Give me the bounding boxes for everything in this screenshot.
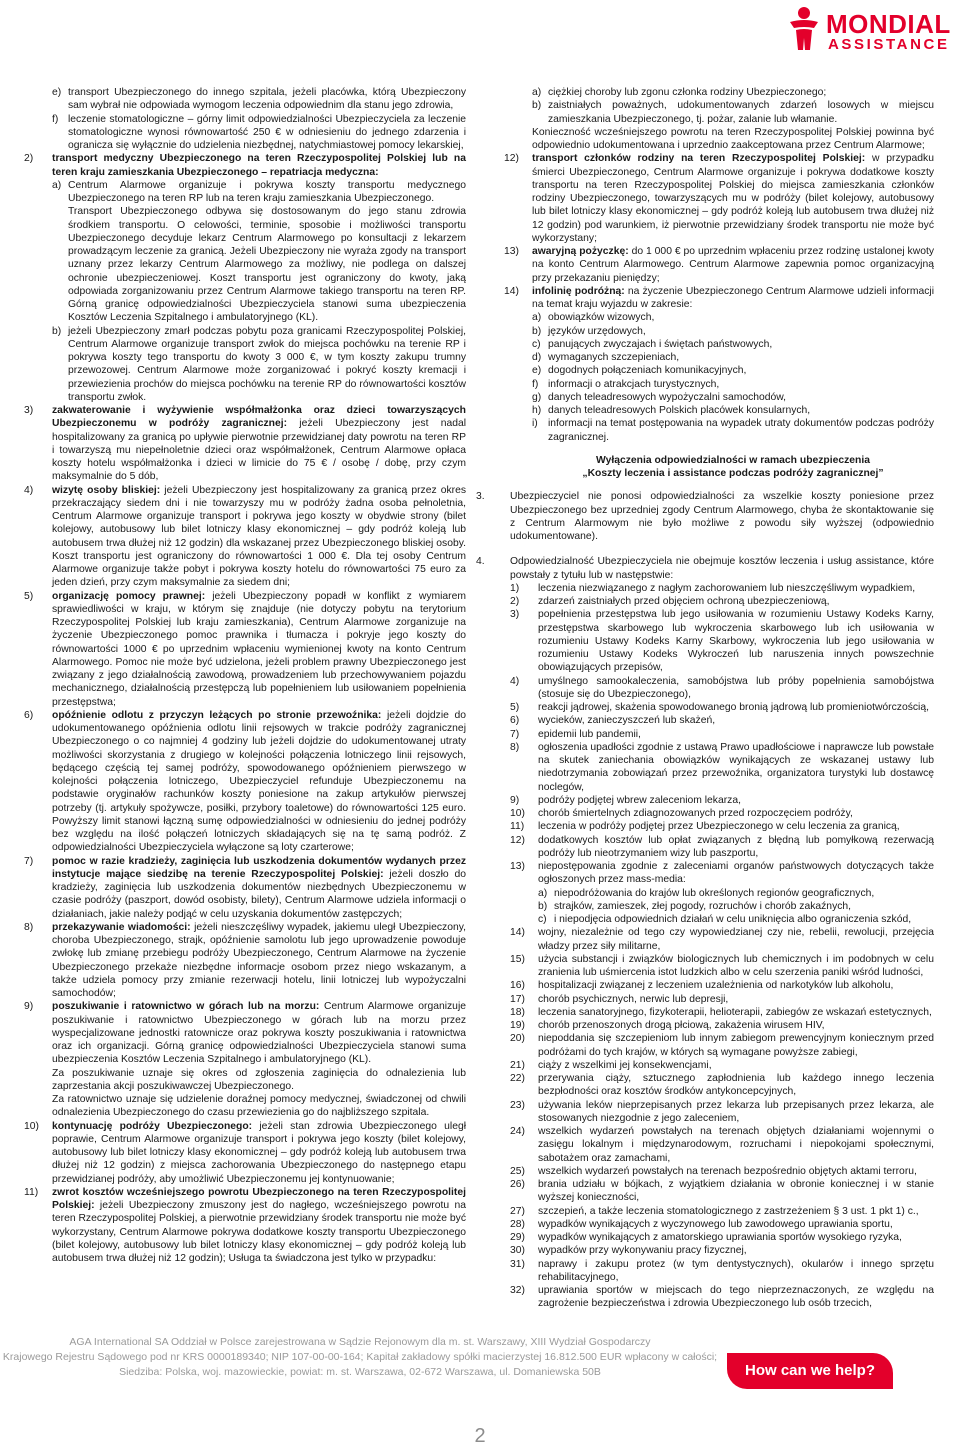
list-item: g) danych teleadresowych wypożyczalni samochodów, (532, 391, 787, 403)
list-item: b) jeżeli Ubezpieczony zmarł podczas pobytu poza granicami Rzeczypospolitej Polskiej, Centrum Alarmowe organizuje transport zwłok do miejsca pochówku na terenie RP i pokrywa koszty tego transportu do kwoty 3 000 €, w tym koszty zakupu trumny przewozowej. Centrum Alarmowe może zorganizować i pokryć koszty kremacji i przewiezienia prochów do miejsca pochówku na terenie RP do równowartości kosztów transportu zwłok. (52, 325, 466, 403)
list-item: f) informacji o atrakcjach turystycznych, (532, 378, 720, 390)
exclusion-item: 21) ciąży z wszelkimi jej konsekwencjami, (510, 1059, 712, 1071)
list-item: d) wymaganych szczepieniach, (532, 352, 680, 363)
footer (0, 1335, 720, 1380)
exclusion-item: 18) leczenia sanatoryjnego, fizykoterapii, helioterapii, zabiegów ze wskazań estetycznych, (510, 1006, 932, 1018)
list-item: a) niepodróżowania do krajów lub określonych regionów geograficznych, (538, 887, 875, 899)
exclusion-item: 22) przerywania ciąży, sztucznego zapłodnienia lub każdego innego leczenia bezpłodności oraz kosztów środków antykoncepcyjnych, (510, 1073, 934, 1098)
list-item: h) danych teleadresowych Polskich placówek konsularnych, (532, 405, 811, 416)
person-figure-icon (786, 6, 822, 52)
exclusion-item: 15) użycia substancji i związków biologicznych lub chemicznych i im podobnych w celu zranienia lub uśmiercenia istot ludzkich albo w celu szerzenia paniki wśród ludności, (510, 953, 934, 978)
list-item: a) obowiązków wizowych, (532, 312, 655, 324)
exclusion-item: 26) brania udziału w bójkach, z wyjątkiem działania w obronie koniecznej i w stanie wyższej konieczności, (510, 1179, 934, 1204)
exclusion-item: 10) chorób śmiertelnych zdiagnozowanych przed rozpoczęciem podróży, (510, 808, 853, 819)
exclusion-item: 25) wszelkich wydarzeń powstałych na terenach bezpośrednio objętych aktami terroru, (510, 1165, 917, 1177)
section-item-2: 2) transport medyczny Ubezpieczonego na teren Rzeczypospolitej Polskiej lub na teren kraju zamieszkania Ubezpieczonego – repatriacja medyczna: a) Centrum Alarmowe organizuje i pokrywa koszty transportu medycznego Ubezpieczonego na teren RP lub na teren kraju zamieszkania Ubezpieczonego. Transport Ubezpieczonego odbywa się dostosowanym do jego stanu zdrowia środkiem transportu. O celowości, terminie, sposobie i możliwości transportu Ubezpieczonego decyduje lekarz Centrum Alarmowego po konsultacji z lekarzem prowadzącym leczenie za granicą. Jeżeli Ubezpieczony nie wyraża zgody na transport uznany przez lekarzy Centrum Alarmowego za możliwy, nie podlega on dalszej ochronie ubezpieczeniowej. Koszt transportu jest ograniczony do kwoty, jaką odpowiada zorganizowaniu przez Centrum Alarmowe takiego transportu na teren RP. Górną granicę odpowiedzialności Ubezpieczyciela stanowi suma ubezpieczenia Kosztów Leczenia Szpitalnego i ambulatoryjnego (KL). b) jeżeli Ubezpieczony zmarł podczas pobytu poza granicami Rzeczypospolitej Polskiej, Centrum Alarmowe organizuje transport zwłok do miejsca pochówku na terenie RP i pokrywa koszty tego transportu do kwoty 3 000 €, w tym koszty zakupu trumny przewozowej. Centrum Alarmowe może zorganizować i pokryć koszty kremacji i przewiezienia prochów do miejsca pochówku na terenie RP do równowartości kosztów transportu zwłok. (24, 153, 466, 403)
section-item: 6) opóźnienie odlotu z przyczyn leżących po stronie przewoźnika: jeżeli dojdzie do udokumentowanego opóźnienia odlotu linii rejsowych w trakcie podróży zagranicznej Ubezpieczonego o co najmniej 4 godziny lub jeżeli dojdzie do udokumentowanej utraty możliwości skorzystania z drugiego w kolejności połączenia lotniczego linii rejsowych, będącego częścią tej samej podróży, spowodowanego opóźnieniem pierwszego w kolejności połączenia lotniczego, Ubezpieczyciel refunduje Ubezpieczonemu na podstawie oryginałów rachunków koszty poniesione na zakup artykułów pierwszej potrzeby (tj. artykuły spożywcze, posiłki, przybory toaletowe) do równowartości 125 euro. Powyższy limit stanowi łączną sumę odpowiedzialności w odniesieniu do jednej podróży bez względu na ilość połączeń lotniczych składających się na tę samą podróż. Z odpowiedzialności Ubezpieczyciela wyłączone są loty czarterowe; (24, 709, 466, 854)
footer-line-1: AGA International SA Oddział w Polsce zarejestrowana w Sądzie Rejonowym dla m. st. Warszawy, XIII Wydział Gospodarczy (69, 1336, 651, 1348)
exclusion-item: 5) reakcji jądrowej, skażenia spowodowanego bronią jądrową lub promieniotwórczością, (510, 702, 929, 713)
list-item: e) dogodnych połączeniach komunikacyjnych, (532, 365, 747, 377)
list-item: a) ciężkiej choroby lub zgonu członka rodziny Ubezpieczonego; b) zaistniałych poważnych, udokumentowanych zdarzeń losowych w miejscu zamieszkania Ubezpieczonego, tj. pożar, zalanie lub włamanie. Konieczność wcześniejszego powrotu na teren Rzeczypospolitej Polskiej powinna być odpowiednio udokumentowana i uprzednio zaakceptowana przez Centrum Alarmowe; (532, 87, 934, 151)
exclusion-item: 29) wypadków wynikających z amatorskiego uprawiania sportów wysokiego ryzyka, (510, 1232, 902, 1243)
exclusion-item: 17) chorób psychicznych, nerwic lub depresji, (510, 993, 729, 1005)
exclusion-item: 7) epidemii lub pandemii, (510, 728, 641, 740)
section-item: 3) zakwaterowanie i wyżywienie współmałżonka oraz dzieci towarzyszących Ubezpieczonemu w podróży zagranicznej: jeżeli Ubezpieczony jest nadal hospitalizowany za granicą po upływie pierwotnie przewidzianej daty powrotu na teren RP i towarzyszą mu niepełnoletnie dzieci oraz współmałżonek, Centrum Alarmowe opłaca koszty hotelu współmałżonka i dzieci w limicie do 75 € / osobę / dobę, przy czym maksymalnie do 5 dób, (24, 405, 466, 483)
exclusion-item: 30) wypadków przy wykonywaniu pracy fizycznej, (510, 1245, 747, 1257)
exclusion-item: 13) niepostępowania zgodnie z zaleceniami organów państwowych dotyczących także ogłoszonych przez mass-media: a) niepodróżowania do krajów lub określonych regionów geograficznych, b) strajków, zamieszek, złej pogody, rozruchów i chorób zakaźnych, c) i niepodjęcia odpowiednich działań w celu uniknięcia albo ograniczenia szkód, (510, 861, 934, 925)
list-item: f) leczenie stomatologiczne – górny limit odpowiedzialności Ubezpieczyciela za leczenie stomatologiczne wynosi równowartość 250 € w odniesieniu do jednego zdarzenia i ogranicza się wyłącznie do udzielenia niezbędnej, natychmiastowej pomocy lekarskiej, (52, 113, 466, 151)
list-item: i) informacji na temat postępowania na wypadek utraty dokumentów podczas podróży zagranicznej. (532, 418, 934, 443)
footer-line-2: Krajowego Rejestru Sądowego pod nr KRS 0000189340; NIP 107-00-00-164; Kapitał zakładowy spółki macierzystej 16.812.500 EUR wpłacony w całości; (2, 1351, 718, 1363)
right-column (476, 86, 934, 1311)
how-can-we-help-button[interactable]: How can we help? (727, 1353, 893, 1389)
brand-name: MONDIAL (826, 9, 951, 39)
section-3: 3. Ubezpieczyciel nie ponosi odpowiedzialności za wszelkie koszty poniesione przez Ubezpieczonego bez uprzedniej zgody Centrum Alarmowego, chyba że skontaktowanie się z Centrum Alarmowym nie było możliwe z powodu siły wyższej (odpowiednio udokumentowane). (476, 491, 934, 542)
mondial-assistance-logo (786, 6, 956, 58)
list-item: a) Centrum Alarmowe organizuje i pokrywa koszty transportu medycznego Ubezpieczonego na teren RP lub na teren kraju zamieszkania Ubezpieczonego. Transport Ubezpieczonego odbywa się dostosowanym do jego stanu zdrowia środkiem transportu. O celowości, terminie, sposobie i możliwości transportu Ubezpieczonego decyduje lekarz Centrum Alarmowego po konsultacji z lekarzem prowadzącym leczenie za granicą. Jeżeli Ubezpieczony nie wyraża zgody na transport uznany przez lekarzy Centrum Alarmowego za możliwy, nie podlega on dalszej ochronie ubezpieczeniowej. Koszt transportu jest ograniczony do kwoty, jaką odpowiada zorganizowaniu przez Centrum Alarmowe takiego transportu na teren RP. Górną granicę odpowiedzialności Ubezpieczyciela stanowi suma ubezpieczenia Kosztów Leczenia Szpitalnego i ambulatoryjnego (KL). (52, 179, 466, 324)
section-item: 12) transport członków rodziny na teren Rzeczypospolitej Polskiej: w przypadku śmierci Ubezpieczonego, Centrum Alarmowe organizuje i pokrywa dodatkowe koszty transportu na teren Rzeczypospolitej Polskiej do miejsca zamieszkania członków rodziny Ubezpieczonego, towarzyszących mu w podróży (bilet kolejowy, autobusowy lub bilet lotniczy klasy ekonomicznej – gdy podróż koleją lub autobusem trwa dłużej niż 12 godzin) pod warunkiem, iż pierwotnie przewidziany środek transportu nie może być wykorzystany; (504, 153, 934, 244)
exclusion-item: 2) zdarzeń zaistniałych przed objęciem ochroną ubezpieczeniową, (510, 596, 830, 607)
exclusions-heading: Wyłączenia odpowiedzialności w ramach ubezpieczenia „Koszty leczenia i assistance podczas podróży zagranicznej” (582, 454, 884, 479)
exclusion-item: 23) używania leków nieprzepisanych przez lekarza lub przepisanych przez lekarza, ale stosowanych niezgodnie z jego zaleceniem, (510, 1099, 934, 1124)
section-item: 11) zwrot kosztów wcześniejszego powrotu Ubezpieczonego na teren Rzeczypospolitej Polskiej: jeżeli Ubezpieczony zmuszony jest do nagłego, wcześniejszego powrotu na teren Rzeczypospolitej Polskiej, a pierwotnie przewidziany środek transportu nie może być wykorzystany, Centrum Alarmowe pokrywa dodatkowe koszty transportu Ubezpieczonego (bilet kolejowy, autobusowy lub bilet lotniczy klasy ekonomicznej – gdy podróż koleją lub autobusem trwa dłużej niż 12 godzin); Usługa ta świadczona jest tylko w przypadku: (24, 1186, 466, 1264)
exclusion-item: 28) wypadków wynikających z wyczynowego lub zawodowego uprawiania sportu, (510, 1218, 893, 1230)
list-item: c) i niepodjęcia odpowiednich działań w celu uniknięcia albo ograniczenia szkód, (538, 914, 912, 925)
exclusion-item: 12) dodatkowych kosztów lub opłat związanych z błędną lub pomyłkową rezerwacją podróży lub nieotrzymaniem wizy lub paszportu, (510, 834, 934, 859)
exclusion-item: 20) niepoddania się szczepieniom lub innym zabiegom prewencyjnym koniecznym przed podróżami do tych krajów, w których są wymagane powyższe zabiegi, (510, 1033, 934, 1058)
brand-subtitle: ASSISTANCE (828, 36, 950, 53)
exclusion-item: 9) podróży podjętej wbrew zaleceniom lekarza, (510, 794, 741, 806)
section-4: 4. Odpowiedzialność Ubezpieczyciela nie obejmuje kosztów leczenia i usług assistance, które powstały z tytułu lub w następstwie: 1) leczenia niezwiązanego z nagłym zachorowaniem lub nieszczęśliwym wypadkiem, 2) zdarzeń zaistniałych przed objęciem ochroną ubezpieczeniową, 3) popełnienia przestępstwa lub jego usiłowania w rozumieniu Ustawy Kodeks Karny, przestępstwa skarbowego lub wykroczenia skarbowego lub ich usiłowania w rozumieniu Ustawy Kodeks Karny Skarbowy, wykroczenia lub jego usiłowania w rozumieniu Ustawy Kodeks Wykroczeń lub naruszenia innych powszechnie obowiązujących przepisów, 4) umyślnego samookaleczenia, samobójstwa lub próby popełnienia samobójstwa (stosuje się do Ubezpieczonego), 5) reakcji jądrowej, skażenia spowodowanego bronią jądrową lub promieniotwórczością, 6) wycieków, zanieczyszczeń lub skażeń, 7) epidemii lub pandemii, 8) ogłoszenia upadłości zgodnie z ustawą Prawo upadłościowe i naprawcze lub powstałe na skutek zaniechania obowiązków wynikających ze wskazanej ustawy lub niedotrzymania zobowiązań przez przewoźnika, organizatora turystyki lub dostawcę noclegów, 9) podróży podjętej wbrew zaleceniom lekarza, 10) chorób śmiertelnych zdiagnozowanych przed rozpoczęciem podróży, 11) leczenia w podróży podjętej przez Ubezpieczonego w celu leczenia za granicą, 12) dodatkowych kosztów lub opłat związanych z błędną lub pomyłkową rezerwacją podróży lub nieotrzymaniem wizy lub paszportu, 13) niepostępowania zgodnie z zaleceniami organów państwowych dotyczących także ogłoszonych przez mass-media: a) niepodróżowania do krajów lub określonych regionów geograficznych, b) strajków, zamieszek, złej pogody, rozruchów i chorób zakaźnych, c) i niepodjęcia odpowiednich działań w celu uniknięcia albo ograniczenia szkód, 14) wojny, niezależnie od tego czy wypowiedzianej czy nie, rebelii, rewolucji, przejęcia władzy przez siły militarne, 15) użycia substancji i związków biologicznych lub chemicznych i im podobnych w celu zranienia lub uśmiercenia istot ludzkich albo w celu szerzenia paniki wśród ludności, 16) hospitalizacji związanej z leczeniem uzależnienia od narkotyków lub alkoholu, 17) chorób psychicznych, nerwic lub depresji, 18) leczenia sanatoryjnego, fizykoterapii, helioterapii, zabiegów ze wskazań estetycznych, 19) chorób przenoszonych drogą płciową, zakażenia wirusem HIV, 20) niepoddania się szczepieniom lub innym zabiegom prewencyjnym koniecznym przed podróżami do tych krajów, w których są wymagane powyższe zabiegi, 21) ciąży z wszelkimi jej konsekwencjami, 22) przerywania ciąży, sztucznego zapłodnienia lub każdego innego leczenia bezpłodności oraz kosztów środków antykoncepcyjnych, 23) używania leków nieprzepisanych przez lekarza lub przepisanych przez lekarza, ale stosowanych niezgodnie z jego zaleceniem, 24) wszelkich wydarzeń powstałych na terenach objętych działaniami wojennymi o zasięgu lokalnym i międzynarodowym, rozruchami i niepokojami społecznymi, sabotażem oraz zamachami, 25) wszelkich wydarzeń powstałych na terenach bezpośrednio objętych aktami terroru, 26) brania udziału w bójkach, z wyjątkiem działania w obronie koniecznej i w stanie wyższej konieczności, 27) szczepień, a także leczenia stomatologicznego z zastrzeżeniem § 3 ust. 1 pkt 1) c., 28) wypadków wynikających z wyczynowego lub zawodowego uprawiania sportu, 29) wypadków wynikających z amatorskiego uprawiania sportów wysokiego ryzyka, 30) wypadków przy wykonywaniu pracy fizycznej, 31) naprawy i zakupu protez (w tym dentystycznych), okularów i innego sprzętu rehabilitacyjnego, 32) uprawiania sportów w miejscach do tego nieprzeznaczonych, ze względu na zagrożenie bezpieczeństwa i zdrowia Ubezpieczonego lub osób trzecich, (476, 556, 934, 1310)
info-list (504, 311, 934, 444)
section-item: 10) kontynuację podróży Ubezpieczonego: jeżeli stan zdrowia Ubezpieczonego uległ poprawie, Centrum Alarmowe organizuje transport i pokrywa jego koszty (bilet kolejowy, autobusowy lub bilet lotniczy klasy ekonomicznej – gdy podróż koleją lub autobusem trwa dłużej niż 12 godzin) z miejsca zachorowania Ubezpieczonego do następnego etapu przewidzianej podróży, aby umożliwić Ubezpieczonemu jej kontynuowanie; (24, 1120, 467, 1185)
list-item: c) panujących zwyczajach i świętach państwowych, (532, 338, 773, 350)
list-item: b) strajków, zamieszek, złej pogody, rozruchów i chorób zakaźnych, (538, 900, 852, 912)
section-item: 5) organizację pomocy prawnej: jeżeli Ubezpieczony popadł w konflikt z wymiarem sprawiedliwości w kraju, w którym się znajduje (nie dotyczy pobytu na terytorium Rzeczypospolitej Polskiej lub kraju zamieszkania), Centrum Alarmowe zorganizuje na życzenie Ubezpieczonego pomoc prawnika i tłumacza i pokryje jego koszty do równowartości 1000 € po uprzednim wpłaceniu wymienionej kwoty na konto Centrum Alarmowego. Pomoc nie może być udzielona, jeżeli problem prawny Ubezpieczonego jest związany z jego działalnością zawodową, prowadzeniem lub przechowywaniem pojazdu mechanicznego, działalnością przestępczą lub popełnieniem lub usiłowaniem popełnienia przestępstwa; (24, 590, 466, 708)
exclusion-item: 19) chorób przenoszonych drogą płciową, zakażenia wirusem HIV, (510, 1020, 825, 1031)
section-item: 4) wizytę osoby bliskiej: jeżeli Ubezpieczony jest hospitalizowany za granicą przez okres przekraczający siedem dni i nie towarzyszy mu w podróży żadna osoba pełnoletnia, Centrum Alarmowe organizuje transport i pokrywa jego koszty w obydwie strony (bilet kolejowy, autobusowy lub bilet lotniczy klasy ekonomicznej – gdy podróż koleją lub autobusem trwa dłużej niż 12 godzin) dla wskazanej przez Ubezpieczonego bliskiej osoby. Koszt transportu jest ograniczony do równowartości 1 000 €. Dla tej osoby Centrum Alarmowe organizuje także pobyt i pokrywa koszty hotelu do równowartości 75 euro za jeden dzień, przy czym maksymalnie za siedem dni; (24, 484, 466, 589)
list-item: b) języków urzędowych, (532, 325, 646, 337)
exclusion-item: 4) umyślnego samookaleczenia, samobójstwa lub próby popełnienia samobójstwa (stosuje się do Ubezpieczonego), (510, 675, 934, 700)
exclusion-item: 27) szczepień, a także leczenia stomatologicznego z zastrzeżeniem § 3 ust. 1 pkt 1) c., (510, 1205, 919, 1217)
list-item: e) transport Ubezpieczonego do innego szpitala, jeżeli placówka, którą Ubezpieczony sam wybrał nie odpowiada wymogom leczenia odpowiednim dla stanu jego zdrowia, (52, 87, 466, 112)
exclusion-item: 24) wszelkich wydarzeń powstałych na terenach objętych działaniami wojennymi o zasięgu lokalnym i międzynarodowym, rozruchami i niepokojami społecznymi, sabotażem oraz zamachami, (510, 1126, 934, 1164)
exclusion-item: 8) ogłoszenia upadłości zgodnie z ustawą Prawo upadłościowe i naprawcze lub powstałe na skutek zaniechania obowiązków wynikających ze wskazanej ustawy lub niedotrzymania zobowiązań przez przewoźnika, organizatora turystyki lub dostawcę noclegów, (510, 741, 934, 793)
exclusion-item: 31) naprawy i zakupu protez (w tym dentystycznych), okularów i innego sprzętu rehabilitacyjnego, (510, 1258, 934, 1283)
exclusion-item: 11) leczenia w podróży podjętej przez Ubezpieczonego w celu leczenia za granicą, (510, 821, 900, 833)
page-number: 2 (474, 1425, 486, 1447)
left-column (24, 86, 466, 1265)
exclusion-item: 1) leczenia niezwiązanego z nagłym zachorowaniem lub nieszczęśliwym wypadkiem, (510, 582, 916, 594)
section-item: 14) infolinię podróżną: na życzenie Ubezpieczonego Centrum Alarmowe udzieli informacji na temat kraju wyjazdu w zakresie: (504, 285, 934, 310)
exclusion-item: 3) popełnienia przestępstwa lub jego usiłowania w rozumieniu Ustawy Kodeks Karny, przestępstwa skarbowego lub wykroczenia skarbowego lub ich usiłowania w rozumieniu Ustawy Kodeks Karny Skarbowy, wykroczenia lub jego usiłowania w rozumieniu Ustawy Kodeks Wykroczeń lub naruszenia innych powszechnie obowiązujących przepisów, (510, 609, 934, 674)
exclusion-item: 6) wycieków, zanieczyszczeń lub skażeń, (510, 715, 716, 727)
exclusion-item: 14) wojny, niezależnie od tego czy wypowiedzianej czy nie, rebelii, rewolucji, przejęcia władzy przez siły militarne, (510, 927, 934, 952)
exclusion-item: 32) uprawiania sportów w miejscach do tego nieprzeznaczonych, ze względu na zagrożenie bezpieczeństwa i zdrowia Ubezpieczonego lub osób trzecich, (510, 1285, 934, 1310)
footer-line-3: Siedziba: Polska, woj. mazowieckie, powiat: m. st. Warszawa, 02-672 Warszawa, ul. Domaniewska 50B (119, 1366, 601, 1378)
section-item: 8) przekazywanie wiadomości: jeżeli nieszczęśliwy wypadek, jakiemu uległ Ubezpieczony, choroba Ubezpieczonego, strajk, opóźnienie samolotu lub jego uprowadzenie powoduje zwłokę lub zmianę przebiegu podróży Ubezpieczonego, Centrum Alarmowe na życzenie Ubezpieczonego przekaże niezbędne informacje osobom przez niego wskazanym, a także udziela pomocy przy zmianie rezerwacji hotelu, linii lotniczej lub wypożyczalni samochodów; (24, 921, 466, 999)
section-item: 13) awaryjną pożyczkę: do 1 000 € po uprzednim wpłaceniu przez rodzinę ustalonej kwoty na konto Centrum Alarmowego. Centrum Alarmowe zapewnia pomoc organizacyjną przy przekazaniu pieniędzy; (504, 246, 934, 284)
section-item: 7) pomoc w razie kradzieży, zaginięcia lub uszkodzenia dokumentów wydanych przez instytucje mające siedzibę na terenie Rzeczypospolitej Polskiej: jeżeli doszło do kradzieży, zaginięcia lub uszkodzenia dokumentów niezbędnych Ubezpieczonemu w czasie podróży (paszport, dowód osobisty, bilety), Centrum Alarmowe udziela informacji o działaniach, jakie należy podjąć w celu uzyskania dokumentów zastępczych; (24, 855, 466, 920)
section-item: 9) poszukiwanie i ratownictwo w górach lub na morzu: Centrum Alarmowe organizuje poszukiwanie i ratownictwo Ubezpieczonego w górach lub na morzu przez wyspecjalizowane jednostki ratownicze oraz pokrywa koszty poszukiwania i ratownictwa oraz ich organizacji. Górną granicę odpowiedzialności Ubezpieczyciela stanowi suma ubezpieczenia Kosztów Leczenia Szpitalnego i ambulatoryjnego (KL). Za poszukiwanie uznaje się okres od zgłoszenia zaginięcia do odnalezienia lub zaprzestania akcji poszukiwawczej Ubezpieczonego. Za ratownictwo uznaje się udzielenie doraźnej pomocy medycznej, świadczonej od chwili odnalezienia Ubezpieczonego do czasu przewiezienia go do najbliższego szpitala. (24, 1001, 466, 1119)
exclusion-item: 16) hospitalizacji związanej z leczeniem uzależnienia od narkotyków lub alkoholu, (510, 980, 894, 992)
